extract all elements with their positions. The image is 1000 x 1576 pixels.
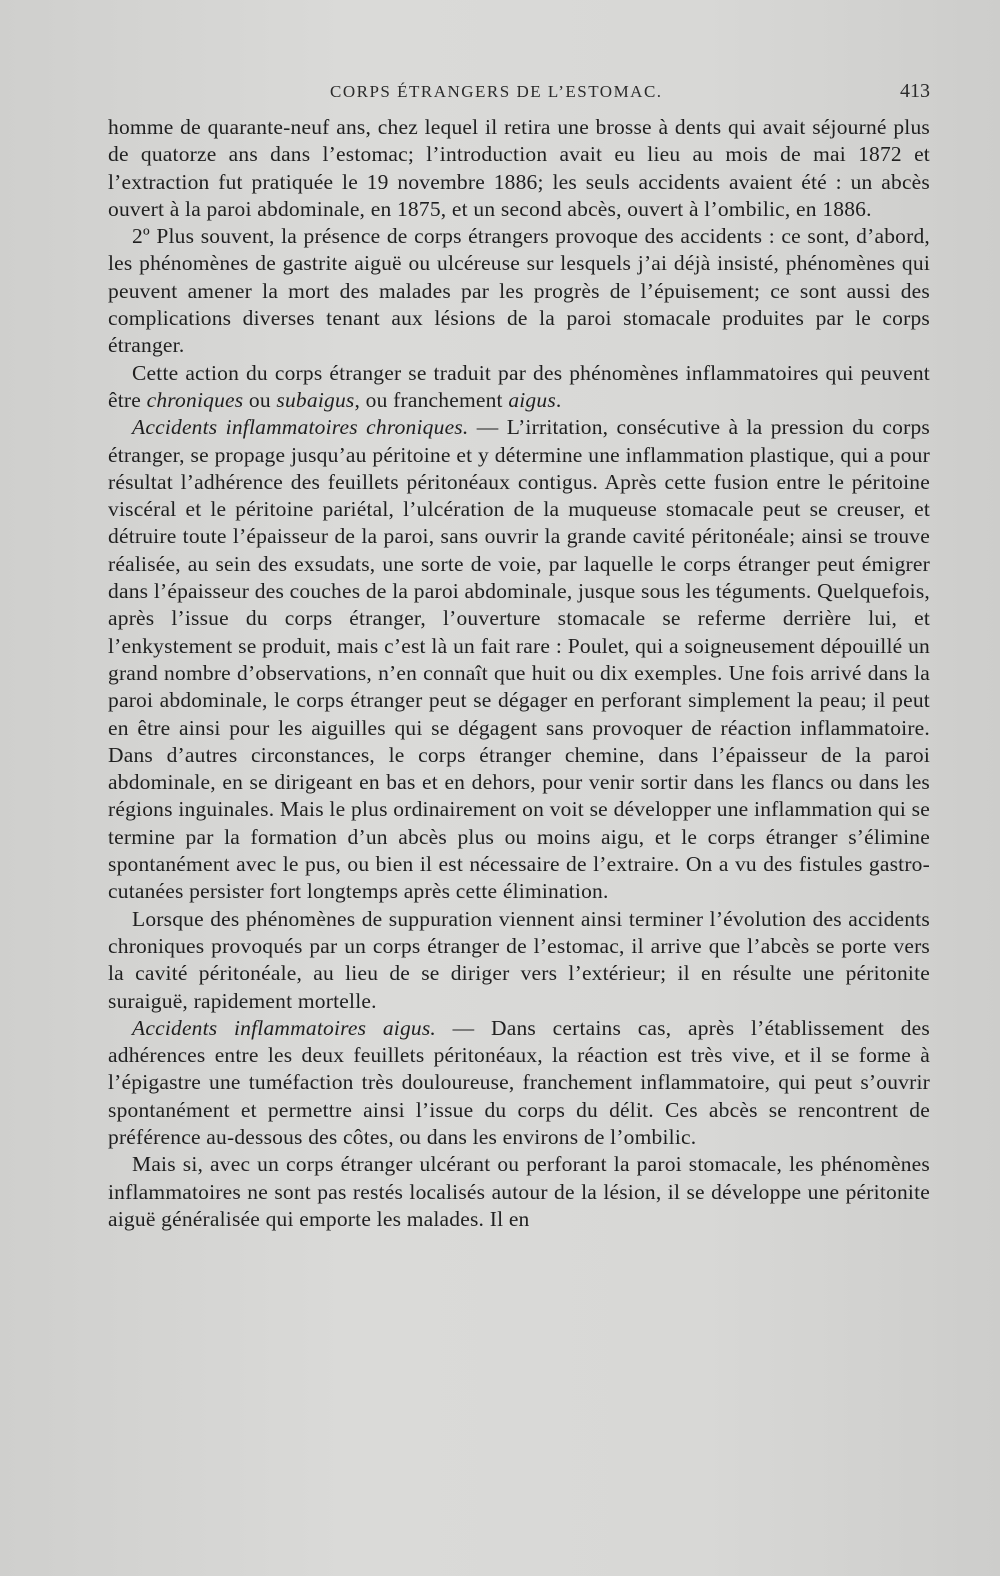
section-title-acute: Accidents inflammatoires aigus.	[132, 1015, 437, 1040]
page-number: 413	[900, 80, 930, 102]
section-chronic-accidents	[108, 414, 930, 905]
paragraph-continued: homme de quarante-neuf ans, chez lequel il retira une brosse à dents qui avait séjourné plus de quatorze ans dans l’estomac; l’introduction avait eu lieu au mois de mai 1872 et l’extraction fut pratiquée le 19 novembre 1886; les seuls accidents avaient été : un abcès ouvert à la paroi abdominale, en 1875, et un second abcès, ouvert à l’ombilic, en 1886.	[108, 115, 930, 221]
section-text-acute: — Dans certains cas, après l’établissement des adhérences entre les deux feuillets péritonéaux, la réaction est très vive, et il se forme à l’épigastre une tuméfaction très douloureuse, franchement inflammatoire, qui peut s’ouvrir spontanément et permettre ainsi l’issue du corps du délit. Ces abcès se rencontrent de préférence au-dessous des côtes, ou dans les environs de l’ombilic.	[108, 1015, 930, 1149]
paragraph-point-2: 2º Plus souvent, la présence de corps étrangers provoque des accidents : ce sont, d’abord, les phénomènes de gastrite aiguë ou ulcéreuse sur lesquels j’ai déjà insisté, phénomènes qui peuvent amener la mort des malades par les progrès de l’épuisement; ce sont aussi des complications diverses tenant aux lésions de la paroi stomacale produites par le corps étranger.	[108, 224, 930, 358]
section-title-chronic: Accidents inflammatoires chroniques.	[132, 415, 469, 440]
text-run: , ou franchement	[354, 387, 509, 412]
italic-term-subaigus: subaigus	[276, 387, 355, 412]
paragraph-inflammatory-forms	[108, 360, 930, 415]
section-text-chronic: — L’irritation, consécutive à la pression du corps étranger, se propage jusqu’au péritoine et y détermine une inflammation plastique, qui a pour résultat l’adhérence des feuillets péritonéaux contigus. Après cette fusion entre le péritoine viscéral et le péritoine pariétal, l’ulcération de la muqueuse stomacale peut se creuser, et détruire toute l’épaisseur de la paroi, sans ouvrir la grande cavité péritonéale; ainsi se trouve réalisée, au sein des exsudats, une sorte de voie, par laquelle le corps étranger peut émigrer dans l’épaisseur des couches de la paroi abdominale, jusque sous les téguments. Quelquefois, après l’issue du corps étranger, l’ouverture stomacale se referme derrière lui, et l’enkystement se produit, mais c’est là un fait rare : Poulet, qui a soigneusement dépouillé un grand nombre d’observations, n’en connaît que huit ou dix exemples. Une fois arrivé dans la paroi abdominale, le corps étranger peut se dégager en perforant simplement la peau; il peut en être ainsi pour les aiguilles qui se dégagent sans provoquer de réaction inflammatoire. Dans d’autres circonstances, le corps étranger chemine, dans l’épaisseur de la paroi abdominale, en se dirigeant en bas et en dehors, pour venir sortir dans les flancs ou dans les régions inguinales. Mais le plus ordinairement on voit se développer une inflammation qui se termine par la formation d’un abcès plus ou moins aigu, et le corps étranger s’élimine spontanément avec le pus, ou bien il est nécessaire de l’extraire. On a vu des fistules gastro-cutanées persister fort longtemps après cette élimination.	[108, 415, 930, 904]
text-run: .	[555, 387, 562, 412]
section-acute-accidents	[108, 1015, 930, 1151]
italic-term-chroniques: chroniques	[146, 387, 244, 412]
italic-term-aigus: aigus	[508, 387, 556, 412]
text-run: ou	[243, 387, 277, 412]
body-text	[108, 114, 930, 1233]
page-header	[108, 78, 930, 108]
running-head: CORPS ÉTRANGERS DE L’ESTOMAC.	[330, 82, 663, 101]
paragraph-peritonitis: Mais si, avec un corps étranger ulcérant ou perforant la paroi stomacale, les phénomènes inflammatoires ne sont pas restés localisés autour de la lésion, il se développe une péritonite aiguë généralisée qui emporte les malades. Il en	[108, 1152, 930, 1231]
paragraph-suppuration: Lorsque des phénomènes de suppuration viennent ainsi terminer l’évolution des accidents chroniques provoqués par un corps étranger de l’estomac, il arrive que l’abcès se porte vers la cavité péritonéale, au lieu de se diriger vers l’extérieur; il en résulte une péritonite suraiguë, rapidement mortelle.	[108, 906, 930, 1013]
text-run: Cette action du corps étranger se traduit par des phénomènes inflammatoires qui peuvent être	[108, 360, 930, 412]
